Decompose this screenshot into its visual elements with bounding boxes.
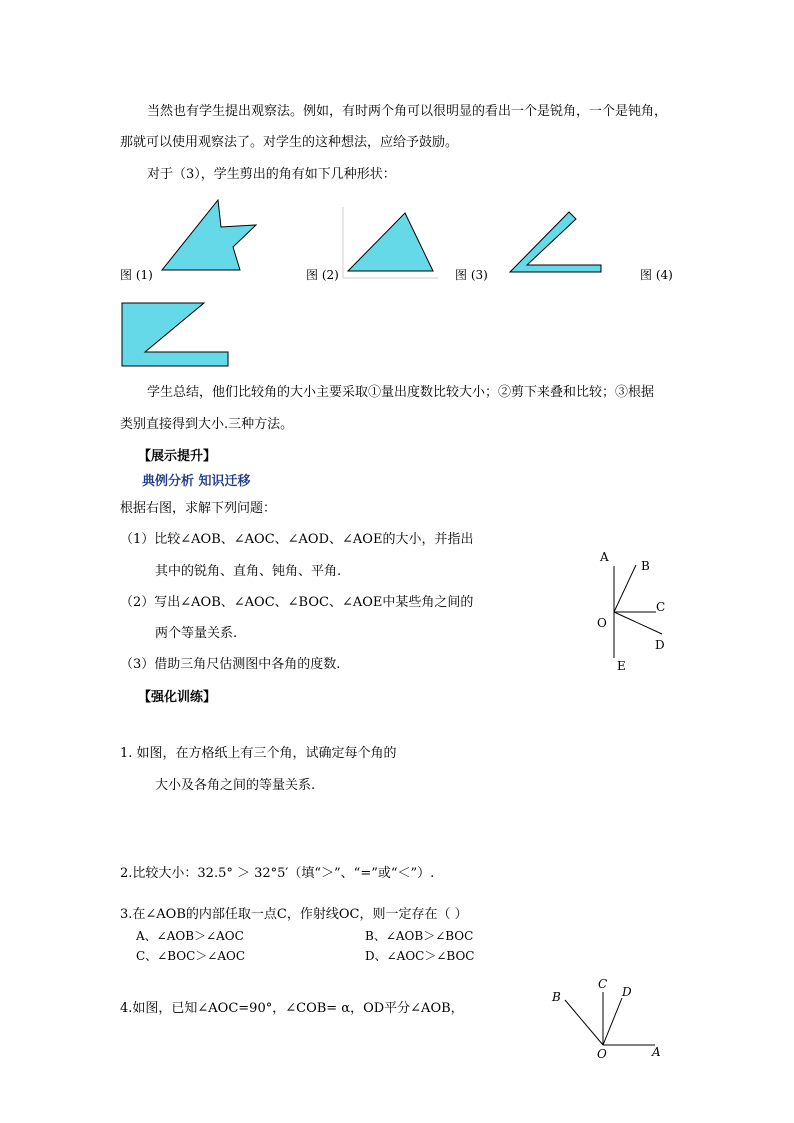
ex3-option-a: A、∠AOB＞∠AOC [136, 929, 244, 943]
label-B: B [641, 559, 650, 573]
q2-line2: 两个等量关系. [155, 626, 238, 641]
q1-line1: （1）比较∠AOB、∠AOC、∠AOD、∠AOE的大小，并指出 [120, 532, 474, 547]
section1-intro: 根据右图，求解下列问题： [120, 501, 277, 516]
label2-D: D [622, 985, 632, 999]
para2: 对于（3），学生剪出的角有如下几种形状： [147, 167, 396, 182]
label-D: D [655, 638, 665, 652]
para1-line1: 当然也有学生提出观察法。例如，有时两个角可以很明显的看出一个是锐角，一个是钝角， [147, 104, 668, 119]
ex3-option-d: D、∠AOC＞∠BOC [365, 949, 475, 963]
label2-A: A [652, 1045, 661, 1059]
ex1-line2: 大小及各角之间的等量关系. [155, 778, 316, 793]
q3: （3）借助三角尺估测图中各角的度数. [120, 657, 341, 672]
caption-fig1: 图 (1) [120, 268, 153, 282]
ex3-option-c: C、∠BOC＞∠AOC [136, 949, 246, 963]
ex4: 4.如图，已知∠AOC=90°，∠COB= α，OD平分∠AOB， [120, 1001, 464, 1016]
label-O: O [597, 616, 607, 630]
label-C: C [656, 600, 666, 614]
ex2: 2.比较大小：32.5° ＞ 32°5′（填“＞”、“=”或“＜”）. [120, 866, 435, 881]
section1-heading: 【展示提升】 [138, 449, 217, 464]
caption-fig2: 图 (2) [306, 268, 339, 282]
label2-O: O [597, 1047, 607, 1061]
para3-line1: 学生总结，他们比较角的大小主要采取①量出度数比较大小；②剪下来叠和比较；③根据 [147, 385, 655, 400]
label-E: E [617, 659, 626, 673]
label2-C: C [598, 977, 608, 991]
para1-line2: 那就可以使用观察法了。对学生的这种想法，应给予鼓励。 [120, 135, 459, 150]
caption-fig3: 图 (3) [455, 268, 488, 282]
ex1-line1: 1. 如图，在方格纸上有三个角，试确定每个角的 [120, 746, 397, 761]
section2-heading: 【强化训练】 [138, 690, 217, 705]
ray-OD-2 [603, 998, 622, 1045]
label-A: A [600, 550, 609, 564]
caption-fig4: 图 (4) [640, 268, 673, 282]
q1-line2: 其中的锐角、直角、钝角、平角. [155, 564, 342, 579]
label2-B: B [552, 990, 561, 1004]
para3-line2: 类别直接得到大小.三种方法。 [120, 417, 294, 432]
ex3-option-b: B、∠AOB＞∠BOC [365, 929, 474, 943]
section1-subheading: 典例分析 知识迁移 [142, 474, 251, 489]
ex3: 3.在∠AOB的内部任取一点C，作射线OC，则一定存在（ ） [120, 907, 468, 922]
ray-OB-2 [565, 1000, 603, 1045]
q2-line1: （2）写出∠AOB、∠AOC、∠BOC、∠AOE中某些角之间的 [120, 595, 474, 610]
